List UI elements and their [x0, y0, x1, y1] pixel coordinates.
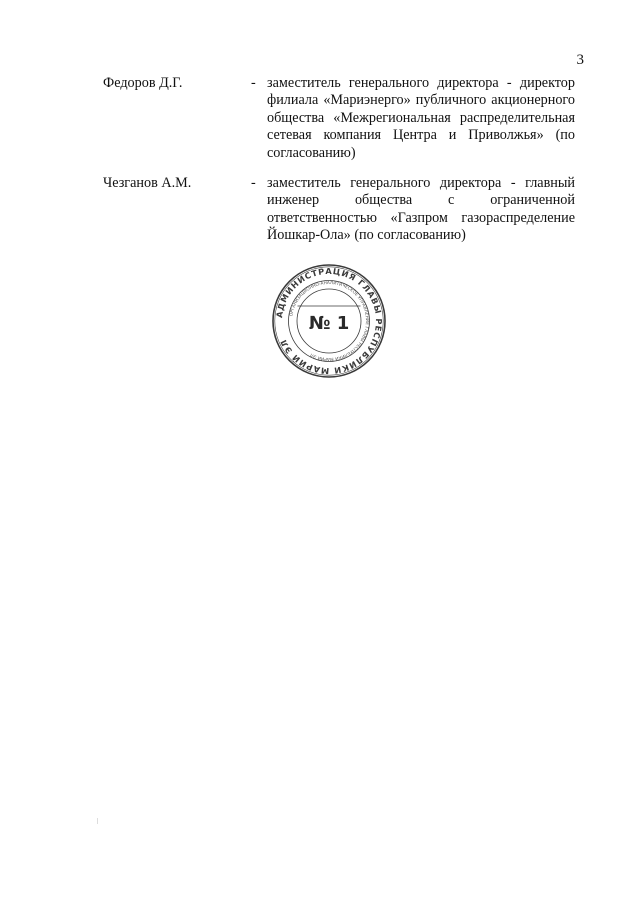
member-dash: - — [251, 175, 256, 191]
margin-mark — [97, 818, 98, 824]
page-number: 3 — [576, 52, 584, 68]
member-entry — [103, 75, 575, 162]
stamp-inner-text: ОРГАНИЗАЦИОННО-АНАЛИТИЧЕСКОЕ УПРАВЛЕНИЕ ГЛАВЫ РЕСПУБЛИКИ МАРИЙ ЭЛ — [289, 280, 370, 362]
member-name: Чезганов А.М. — [103, 175, 192, 191]
stamp-seal-graphic — [271, 263, 387, 379]
member-dash: - — [251, 75, 256, 91]
stamp-outer-text: АДМИНИСТРАЦИЯ ГЛАВЫ РЕСПУБЛИКИ МАРИЙ ЭЛ — [274, 265, 385, 377]
official-stamp — [271, 263, 387, 379]
stamp-number: № 1 — [308, 313, 350, 334]
member-name: Федоров Д.Г. — [103, 75, 183, 91]
member-entry — [103, 175, 575, 245]
member-description: заместитель генерального директора - директор филиала «Мариэнерго» публичного акционерного общества «Межрегиональная распределительная сетевая компания Центра и Приволжья» (по согласованию) — [267, 75, 575, 161]
member-description: заместитель генерального директора - главный инженер общества с ограниченной ответственностью «Газпром газораспределение Йошкар-Ола» (по согласованию) — [267, 175, 575, 244]
